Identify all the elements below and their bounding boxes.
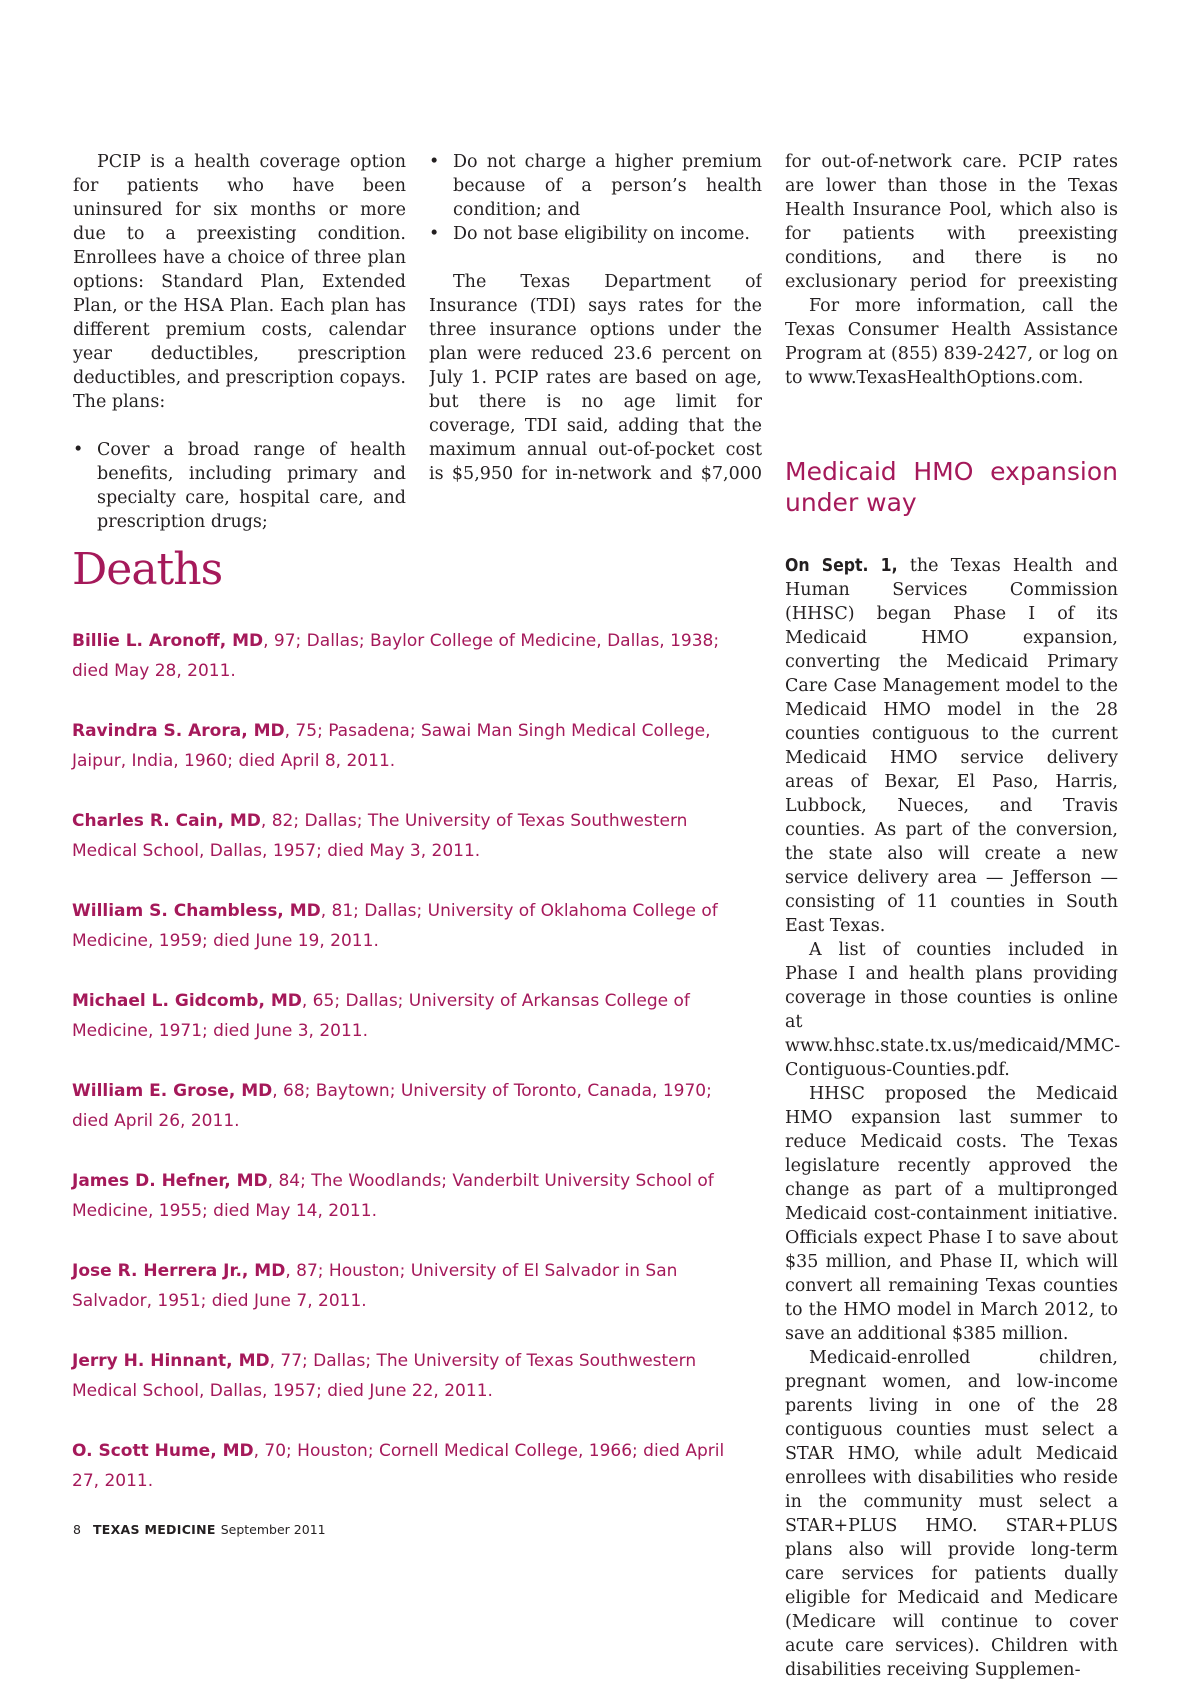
death-entry	[72, 716, 732, 806]
page-number: 8	[73, 1522, 81, 1537]
pcip-bullet: • Do not charge a higher premium because of a person’s health condition; and	[429, 150, 762, 222]
death-name: William S. Chambless, MD	[72, 901, 321, 921]
death-details: , 82; Dallas; The University of Texas Southwestern Medical School, Dallas, 1957; died May 3, 2011.	[72, 811, 688, 861]
pcip-rates-continued: for out-of-network care. PCIP rates are lower than those in the Texas Health Insurance Pool, which also is for patients with preexisting conditions, and there is no exclusionary period for preexisting	[785, 152, 1118, 292]
medicaid-paragraph-3: HHSC proposed the Medicaid HMO expansion last summer to reduce Medicaid costs. The Texas legislature recently approved the change as part of a multipronged Medicaid cost-containment initiative. Officials expect Phase I to save about $35 million, and Phase II, which will convert all remaining Texas counties to the HMO model in March 2012, to save an additional $385 million.	[785, 1084, 1118, 1344]
death-details: , 87; Houston; University of El Salvador in San Salvador, 1951; died June 7, 2011.	[72, 1261, 678, 1311]
death-name: Ravindra S. Arora, MD	[72, 721, 285, 741]
right-column	[785, 150, 1121, 1682]
pcip-bullet-list-1	[73, 438, 406, 534]
death-name: Billie L. Aronoff, MD	[72, 631, 264, 651]
medicaid-paragraph-4: Medicaid-enrolled children, pregnant women, and low-income parents living in one of the 28 contiguous counties must select a STAR HMO, while adult Medicaid enrollees with disabilities who reside in the community must select a STAR+PLUS HMO. STAR+PLUS plans also will provide long-term care services for patients dually eligible for Medicaid and Medicare (Medicare will continue to cover acute care services). Children with disabilities receiving Supplemen-	[785, 1348, 1118, 1680]
death-entry	[72, 1436, 732, 1526]
pcip-intro: PCIP is a health coverage option for patients who have been uninsured for six months or more due to a preexisting condition. Enrollees have a choice of three plan options: Standard Plan, Extended Plan, or the HSA Plan. Each plan has different premium costs, calendar year deductibles, prescription deductibles, and prescription copays. The plans:	[73, 152, 406, 412]
pcip-bullet-list-2	[429, 150, 762, 246]
death-details: , 81; Dallas; University of Oklahoma College of Medicine, 1959; died June 19, 2011.	[72, 901, 718, 951]
death-entry	[72, 1256, 732, 1346]
death-name: James D. Hefner, MD	[72, 1171, 268, 1191]
medicaid-lead: On Sept. 1,	[785, 556, 898, 576]
medicaid-p1-text: the Texas Health and Human Services Commission (HHSC) began Phase I of its Medicaid HMO expansion, converting the Medicaid Primary Care Case Management model to the Medicaid HMO model in the 28 counties contiguous to the current Medicaid HMO service delivery areas of Bexar, El Paso, Harris, Lubbock, Nueces, and Travis counties. As part of the conversion, the state also will create a new service delivery area — Jefferson — consisting of 11 counties in South East Texas.	[785, 556, 1118, 936]
death-name: Charles R. Cain, MD	[72, 811, 261, 831]
death-name: Jerry H. Hinnant, MD	[72, 1351, 270, 1371]
death-entry	[72, 986, 732, 1076]
pcip-column-1	[73, 150, 406, 534]
death-details: , 70; Houston; Cornell Medical College, 1966; died April 27, 2011.	[72, 1441, 725, 1491]
pcip-rates-text: The Texas Department of Insurance (TDI) says rates for the three insurance options under the plan were reduced 23.6 percent on July 1. PCIP rates are based on age, but there is no age limit for coverage, TDI said, adding that the maximum annual out-of-pocket cost is $5,950 for in-network and $7,000	[429, 272, 762, 484]
deaths-title: Deaths	[72, 544, 223, 595]
magazine-name: TEXAS MEDICINE	[92, 1522, 216, 1537]
death-entry	[72, 1346, 732, 1436]
death-entry	[72, 626, 732, 716]
issue-date: September 2011	[220, 1522, 326, 1537]
death-entry	[72, 1076, 732, 1166]
death-details: , 97; Dallas; Baylor College of Medicine, Dallas, 1938; died May 28, 2011.	[72, 631, 720, 681]
page-footer	[73, 1522, 326, 1537]
death-details: , 75; Pasadena; Sawai Man Singh Medical College, Jaipur, India, 1960; died April 8, 2011.	[72, 721, 711, 771]
deaths-list	[72, 626, 732, 1526]
pcip-bullet: • Do not base eligibility on income.	[429, 222, 762, 246]
medicaid-heading: Medicaid HMO expansion under way	[785, 457, 1118, 517]
death-name: Michael L. Gidcomb, MD	[72, 991, 302, 1011]
pcip-rates-paragraph	[429, 270, 762, 486]
death-details: , 77; Dallas; The University of Texas Southwestern Medical School, Dallas, 1957; died June 22, 2011.	[72, 1351, 697, 1401]
death-entry	[72, 1166, 732, 1256]
pcip-rates-continuation	[785, 150, 1118, 294]
death-details: , 68; Baytown; University of Toronto, Canada, 1970; died April 26, 2011.	[72, 1081, 712, 1131]
medicaid-paragraph-2: A list of counties included in Phase I and health plans providing coverage in those counties is online at www.hhsc.state.tx.us/medicaid/MMC-Contiguous-Counties.pdf.	[785, 940, 1121, 1080]
pcip-more-info: For more information, call the Texas Consumer Health Assistance Program at (855) 839-2427, or log on to www.TexasHealthOptions.com.	[785, 296, 1118, 388]
death-name: William E. Grose, MD	[72, 1081, 273, 1101]
death-name: Jose R. Herrera Jr., MD	[72, 1261, 286, 1281]
death-entry	[72, 806, 732, 896]
death-name: O. Scott Hume, MD	[72, 1441, 254, 1461]
death-details: , 65; Dallas; University of Arkansas College of Medicine, 1971; died June 3, 2011.	[72, 991, 690, 1041]
death-entry	[72, 896, 732, 986]
pcip-bullet: • Cover a broad range of health benefits, including primary and specialty care, hospital care, and prescription drugs;	[73, 438, 406, 534]
pcip-column-2	[429, 150, 762, 486]
medicaid-paragraph-1	[785, 554, 1118, 938]
death-details: , 84; The Woodlands; Vanderbilt University School of Medicine, 1955; died May 14, 2011.	[72, 1171, 714, 1221]
